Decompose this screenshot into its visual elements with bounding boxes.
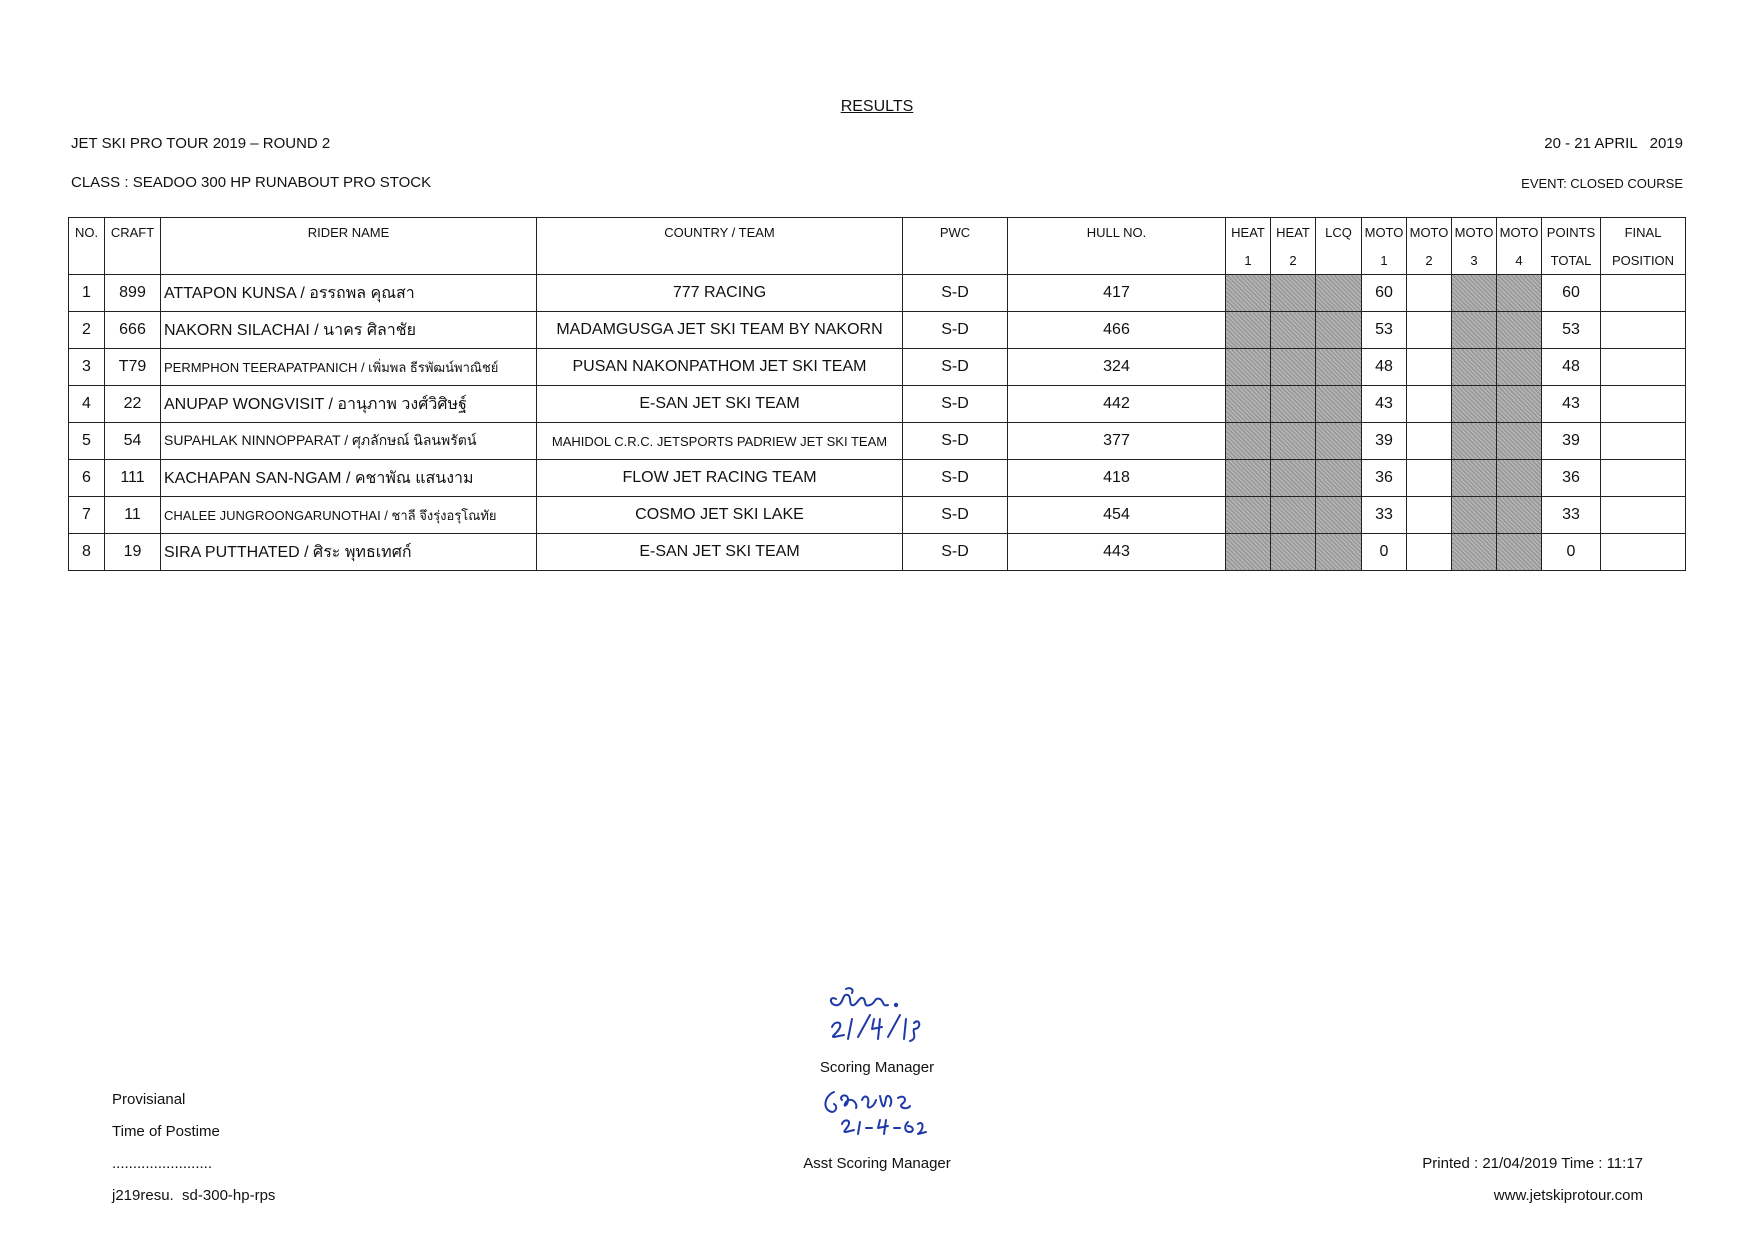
col-heat1-sub: 1: [1226, 246, 1271, 275]
col-points-sub: TOTAL: [1542, 246, 1601, 275]
row-heat1-shaded: [1226, 423, 1271, 460]
table-row: [69, 386, 1686, 423]
col-no-header: NO.: [69, 218, 105, 247]
row-moto4-shaded: [1497, 460, 1542, 497]
row-moto3-shaded: [1452, 386, 1497, 423]
row-moto2: [1407, 312, 1452, 349]
row-rider: KACHAPAN SAN-NGAM / คชาพัณ แสนงาม: [161, 460, 537, 497]
row-pwc: S-D: [903, 275, 1008, 312]
row-heat1-shaded: [1226, 386, 1271, 423]
row-moto1: 33: [1362, 497, 1407, 534]
row-moto2: [1407, 349, 1452, 386]
results-table: [68, 217, 1686, 571]
class-label: CLASS : SEADOO 300 HP RUNABOUT PRO STOCK: [71, 174, 432, 191]
row-moto3-shaded: [1452, 349, 1497, 386]
row-final: [1601, 349, 1686, 386]
row-no: 2: [69, 312, 105, 349]
table-row: [69, 460, 1686, 497]
col-team-header: COUNTRY / TEAM: [537, 218, 903, 247]
scoring-manager-label: Scoring Manager: [819, 1059, 935, 1076]
row-craft: 54: [105, 423, 161, 460]
row-moto4-shaded: [1497, 423, 1542, 460]
row-moto2: [1407, 423, 1452, 460]
row-moto4-shaded: [1497, 275, 1542, 312]
row-moto4-shaded: [1497, 349, 1542, 386]
row-hull: 377: [1008, 423, 1226, 460]
row-team: MADAMGUSGA JET SKI TEAM BY NAKORN: [537, 312, 903, 349]
row-points: 0: [1542, 534, 1601, 571]
col-final-header: FINAL: [1601, 218, 1686, 247]
asst-scoring-manager-signature: [818, 1082, 928, 1140]
row-no: 1: [69, 275, 105, 312]
row-moto3-shaded: [1452, 534, 1497, 571]
col-heat2-header: HEAT: [1271, 218, 1316, 247]
row-moto3-shaded: [1452, 423, 1497, 460]
row-no: 7: [69, 497, 105, 534]
row-craft: 22: [105, 386, 161, 423]
row-points: 39: [1542, 423, 1601, 460]
row-lcq-shaded: [1316, 497, 1362, 534]
row-final: [1601, 497, 1686, 534]
col-moto2-header: MOTO: [1407, 218, 1452, 247]
row-moto1: 48: [1362, 349, 1407, 386]
row-craft: 19: [105, 534, 161, 571]
row-final: [1601, 423, 1686, 460]
row-moto4-shaded: [1497, 534, 1542, 571]
col-rider-header: RIDER NAME: [161, 218, 537, 247]
row-team: PUSAN NAKONPATHOM JET SKI TEAM: [537, 349, 903, 386]
row-pwc: S-D: [903, 386, 1008, 423]
row-moto2: [1407, 386, 1452, 423]
row-craft: 11: [105, 497, 161, 534]
file-reference: j219resu. sd-300-hp-rps: [112, 1187, 276, 1204]
row-no: 4: [69, 386, 105, 423]
row-heat2-shaded: [1271, 349, 1316, 386]
row-heat2-shaded: [1271, 423, 1316, 460]
postime-blank: ........................: [112, 1155, 213, 1172]
row-pwc: S-D: [903, 349, 1008, 386]
row-team: FLOW JET RACING TEAM: [537, 460, 903, 497]
row-heat1-shaded: [1226, 349, 1271, 386]
col-moto4-sub: 4: [1497, 246, 1542, 275]
row-hull: 324: [1008, 349, 1226, 386]
table-body: [69, 275, 1686, 571]
row-team: E-SAN JET SKI TEAM: [537, 534, 903, 571]
row-pwc: S-D: [903, 460, 1008, 497]
event-name: JET SKI PRO TOUR 2019 – ROUND 2: [71, 135, 331, 152]
row-no: 3: [69, 349, 105, 386]
row-craft: 899: [105, 275, 161, 312]
row-moto1: 60: [1362, 275, 1407, 312]
row-hull: 418: [1008, 460, 1226, 497]
table-row: [69, 312, 1686, 349]
row-heat2-shaded: [1271, 312, 1316, 349]
row-pwc: S-D: [903, 534, 1008, 571]
row-lcq-shaded: [1316, 275, 1362, 312]
document-title: RESULTS: [840, 98, 914, 115]
row-rider: CHALEE JUNGROONGARUNOTHAI / ชาลี จึงรุ่งอรุโณทัย: [161, 497, 537, 534]
col-moto2-sub: 2: [1407, 246, 1452, 275]
row-points: 43: [1542, 386, 1601, 423]
col-moto3-header: MOTO: [1452, 218, 1497, 247]
row-moto2: [1407, 534, 1452, 571]
row-moto1: 43: [1362, 386, 1407, 423]
row-final: [1601, 312, 1686, 349]
row-heat1-shaded: [1226, 497, 1271, 534]
row-heat2-shaded: [1271, 497, 1316, 534]
table-row: [69, 534, 1686, 571]
row-moto3-shaded: [1452, 497, 1497, 534]
row-moto3-shaded: [1452, 312, 1497, 349]
row-heat2-shaded: [1271, 386, 1316, 423]
website-url: www.jetskiprotour.com: [1493, 1187, 1643, 1204]
row-hull: 417: [1008, 275, 1226, 312]
table-row: [69, 423, 1686, 460]
col-moto3-sub: 3: [1452, 246, 1497, 275]
scoring-manager-signature: [818, 985, 928, 1047]
row-craft: T79: [105, 349, 161, 386]
row-hull: 443: [1008, 534, 1226, 571]
table-row: [69, 349, 1686, 386]
col-craft-header: CRAFT: [105, 218, 161, 247]
time-of-postime-label: Time of Postime: [112, 1123, 220, 1140]
row-rider: ATTAPON KUNSA / อรรถพล คุณสา: [161, 275, 537, 312]
col-hull-header: HULL NO.: [1008, 218, 1226, 247]
row-no: 5: [69, 423, 105, 460]
row-moto2: [1407, 497, 1452, 534]
row-moto3-shaded: [1452, 275, 1497, 312]
row-points: 48: [1542, 349, 1601, 386]
row-team: 777 RACING: [537, 275, 903, 312]
row-points: 53: [1542, 312, 1601, 349]
row-moto1: 53: [1362, 312, 1407, 349]
event-dates: 20 - 21 APRIL 2019: [1544, 135, 1683, 152]
row-hull: 454: [1008, 497, 1226, 534]
row-pwc: S-D: [903, 312, 1008, 349]
row-moto1: 36: [1362, 460, 1407, 497]
row-team: E-SAN JET SKI TEAM: [537, 386, 903, 423]
row-team: COSMO JET SKI LAKE: [537, 497, 903, 534]
row-heat1-shaded: [1226, 312, 1271, 349]
row-points: 33: [1542, 497, 1601, 534]
row-moto1: 0: [1362, 534, 1407, 571]
row-lcq-shaded: [1316, 312, 1362, 349]
col-moto1-sub: 1: [1362, 246, 1407, 275]
row-hull: 442: [1008, 386, 1226, 423]
row-final: [1601, 386, 1686, 423]
row-final: [1601, 275, 1686, 312]
printed-timestamp: Printed : 21/04/2019 Time : 11:17: [1422, 1155, 1643, 1172]
row-heat1-shaded: [1226, 460, 1271, 497]
provisional-label: Provisianal: [112, 1091, 186, 1108]
row-heat2-shaded: [1271, 534, 1316, 571]
row-moto1: 39: [1362, 423, 1407, 460]
row-moto2: [1407, 275, 1452, 312]
row-rider: PERMPHON TEERAPATPANICH / เพิ่มพล ธีรพัฒน์พาณิชย์: [161, 349, 537, 386]
row-no: 6: [69, 460, 105, 497]
row-moto4-shaded: [1497, 312, 1542, 349]
row-points: 60: [1542, 275, 1601, 312]
col-moto4-header: MOTO: [1497, 218, 1542, 247]
row-rider: SIRA PUTTHATED / ศิระ พุทธเทศก์: [161, 534, 537, 571]
asst-scoring-manager-label: Asst Scoring Manager: [803, 1155, 951, 1172]
row-final: [1601, 534, 1686, 571]
col-points-header: POINTS: [1542, 218, 1601, 247]
row-pwc: S-D: [903, 423, 1008, 460]
row-lcq-shaded: [1316, 460, 1362, 497]
row-craft: 111: [105, 460, 161, 497]
row-rider: SUPAHLAK NINNOPPARAT / ศุภลักษณ์ นิลนพรัตน์: [161, 423, 537, 460]
col-moto1-header: MOTO: [1362, 218, 1407, 247]
row-no: 8: [69, 534, 105, 571]
event-type: EVENT: CLOSED COURSE: [1521, 176, 1683, 191]
row-hull: 466: [1008, 312, 1226, 349]
row-team: MAHIDOL C.R.C. JETSPORTS PADRIEW JET SKI TEAM: [537, 423, 903, 460]
row-rider: NAKORN SILACHAI / นาคร ศิลาชัย: [161, 312, 537, 349]
row-final: [1601, 460, 1686, 497]
row-lcq-shaded: [1316, 349, 1362, 386]
table-row: [69, 497, 1686, 534]
col-heat1-header: HEAT: [1226, 218, 1271, 247]
row-pwc: S-D: [903, 497, 1008, 534]
row-moto4-shaded: [1497, 497, 1542, 534]
row-heat2-shaded: [1271, 460, 1316, 497]
table-header: [69, 218, 1686, 275]
row-moto3-shaded: [1452, 460, 1497, 497]
col-final-sub: POSITION: [1601, 246, 1686, 275]
row-lcq-shaded: [1316, 386, 1362, 423]
row-lcq-shaded: [1316, 423, 1362, 460]
row-moto2: [1407, 460, 1452, 497]
col-heat2-sub: 2: [1271, 246, 1316, 275]
row-craft: 666: [105, 312, 161, 349]
row-moto4-shaded: [1497, 386, 1542, 423]
col-pwc-header: PWC: [903, 218, 1008, 247]
table-row: [69, 275, 1686, 312]
row-points: 36: [1542, 460, 1601, 497]
row-heat1-shaded: [1226, 275, 1271, 312]
row-heat2-shaded: [1271, 275, 1316, 312]
row-rider: ANUPAP WONGVISIT / อานุภาพ วงศ์วิศิษฐ์: [161, 386, 537, 423]
row-heat1-shaded: [1226, 534, 1271, 571]
row-lcq-shaded: [1316, 534, 1362, 571]
col-lcq-header: LCQ: [1316, 218, 1362, 247]
